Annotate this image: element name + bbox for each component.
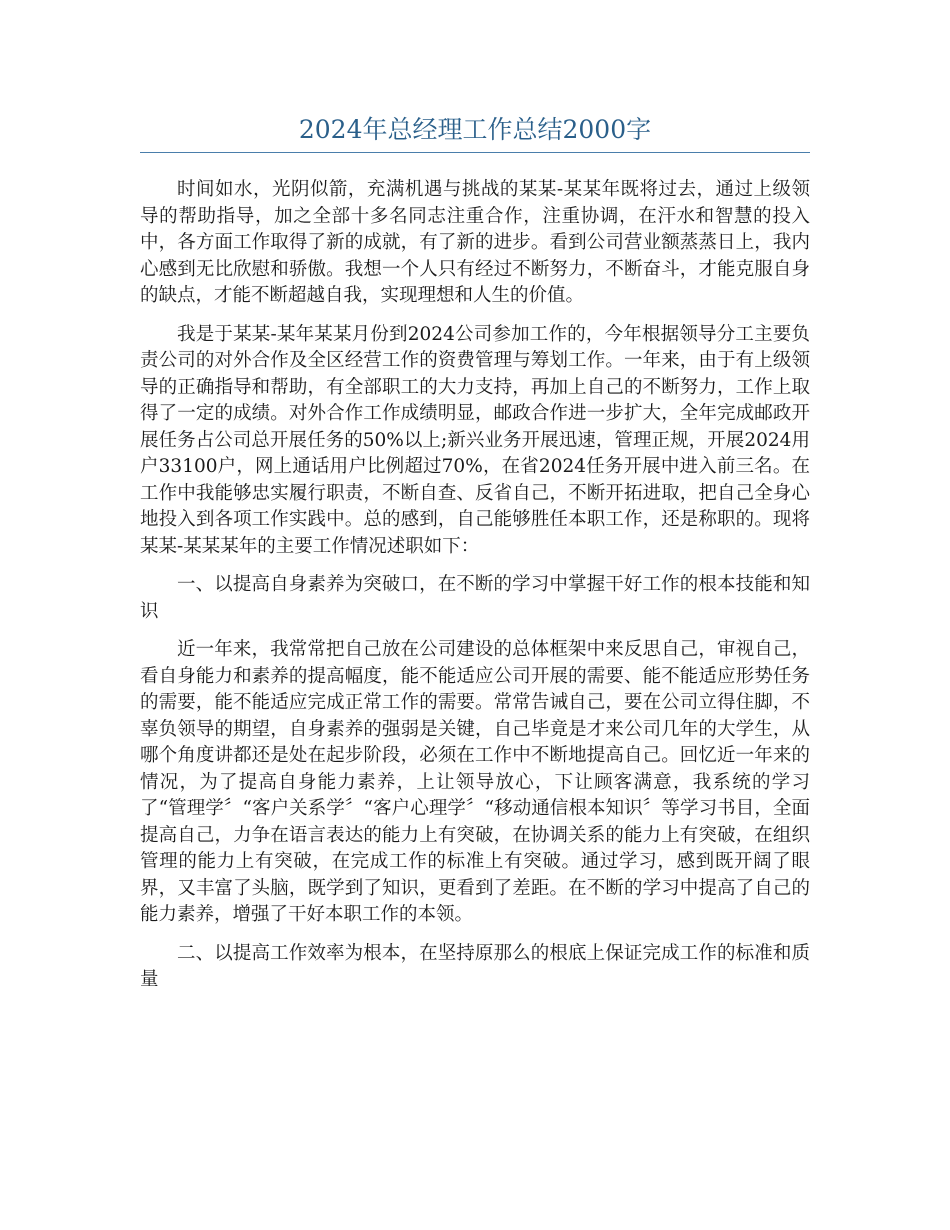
- title-underline: [140, 152, 810, 153]
- document-body: [140, 177, 810, 1006]
- section-heading-2: 二、以提高工作效率为根本，在坚持原那么的根底上保证完成工作的标准和质量: [140, 942, 810, 990]
- paragraph-section-1: 近一年来，我常常把自己放在公司建设的总体框架中来反思自己，审视自己，看自身能力和素养的提高幅度，能不能适应公司开展的需要、能不能适应形势任务的需要，能不能适应完成正常工作的需要。常常告诫自己，要在公司立得住脚，不辜负领导的期望，自身素养的强弱是关键，自己毕竟是才来公司几年的大学生，从哪个角度讲都还是处在起步阶段，必须在工作中不断地提高自己。回忆近一年来的情况，为了提高自身能力素养，上让领导放心，下让顾客满意，我系统的学习了“管理学〞“客户关系学〞“客户心理学〞“移动通信根本知识〞等学习书目，全面提高自己，力争在语言表达的能力上有突破，在协调关系的能力上有突破，在组织管理的能力上有突破，在完成工作的标准上有突破。通过学习，感到既开阔了眼界，又丰富了头脑，既学到了知识，更看到了差距。在不断的学习中提高了自己的能力素养，增强了干好本职工作的本领。: [140, 639, 810, 925]
- paragraph-overview: 我是于某某-某年某某月份到2024公司参加工作的，今年根据领导分工主要负责公司的对外合作及全区经营工作的资费管理与筹划工作。一年来，由于有上级领导的正确指导和帮助，有全部职工的大力支持，再加上自己的不断努力，工作上取得了一定的成绩。对外合作工作成绩明显，邮政合作进一步扩大，全年完成邮政开展任务占公司总开展任务的50%以上;新兴业务开展迅速，管理正规，开展2024用户33100户，网上通话用户比例超过70%，在省2024任务开展中进入前三名。在工作中我能够忠实履行职责，不断自查、反省自己，不断开拓进取，把自己全身心地投入到各项工作实践中。总的感到，自己能够胜任本职工作，还是称职的。现将某某-某某某年的主要工作情况述职如下：: [140, 323, 810, 557]
- paragraph-intro: 时间如水，光阴似箭，充满机遇与挑战的某某-某某年既将过去，通过上级领导的帮助指导，加之全部十多名同志注重合作，注重协调，在汗水和智慧的投入中，各方面工作取得了新的成就，有了新的进步。看到公司营业额蒸蒸日上，我内心感到无比欣慰和骄傲。我想一个人只有经过不断努力，不断奋斗，才能克服自身的缺点，才能不断超越自我，实现理想和人生的价值。: [140, 179, 810, 306]
- section-heading-1: 一、以提高自身素养为突破口，在不断的学习中掌握干好工作的根本技能和知识: [140, 574, 810, 622]
- document-title: 2024年总经理工作总结2000字: [298, 115, 652, 144]
